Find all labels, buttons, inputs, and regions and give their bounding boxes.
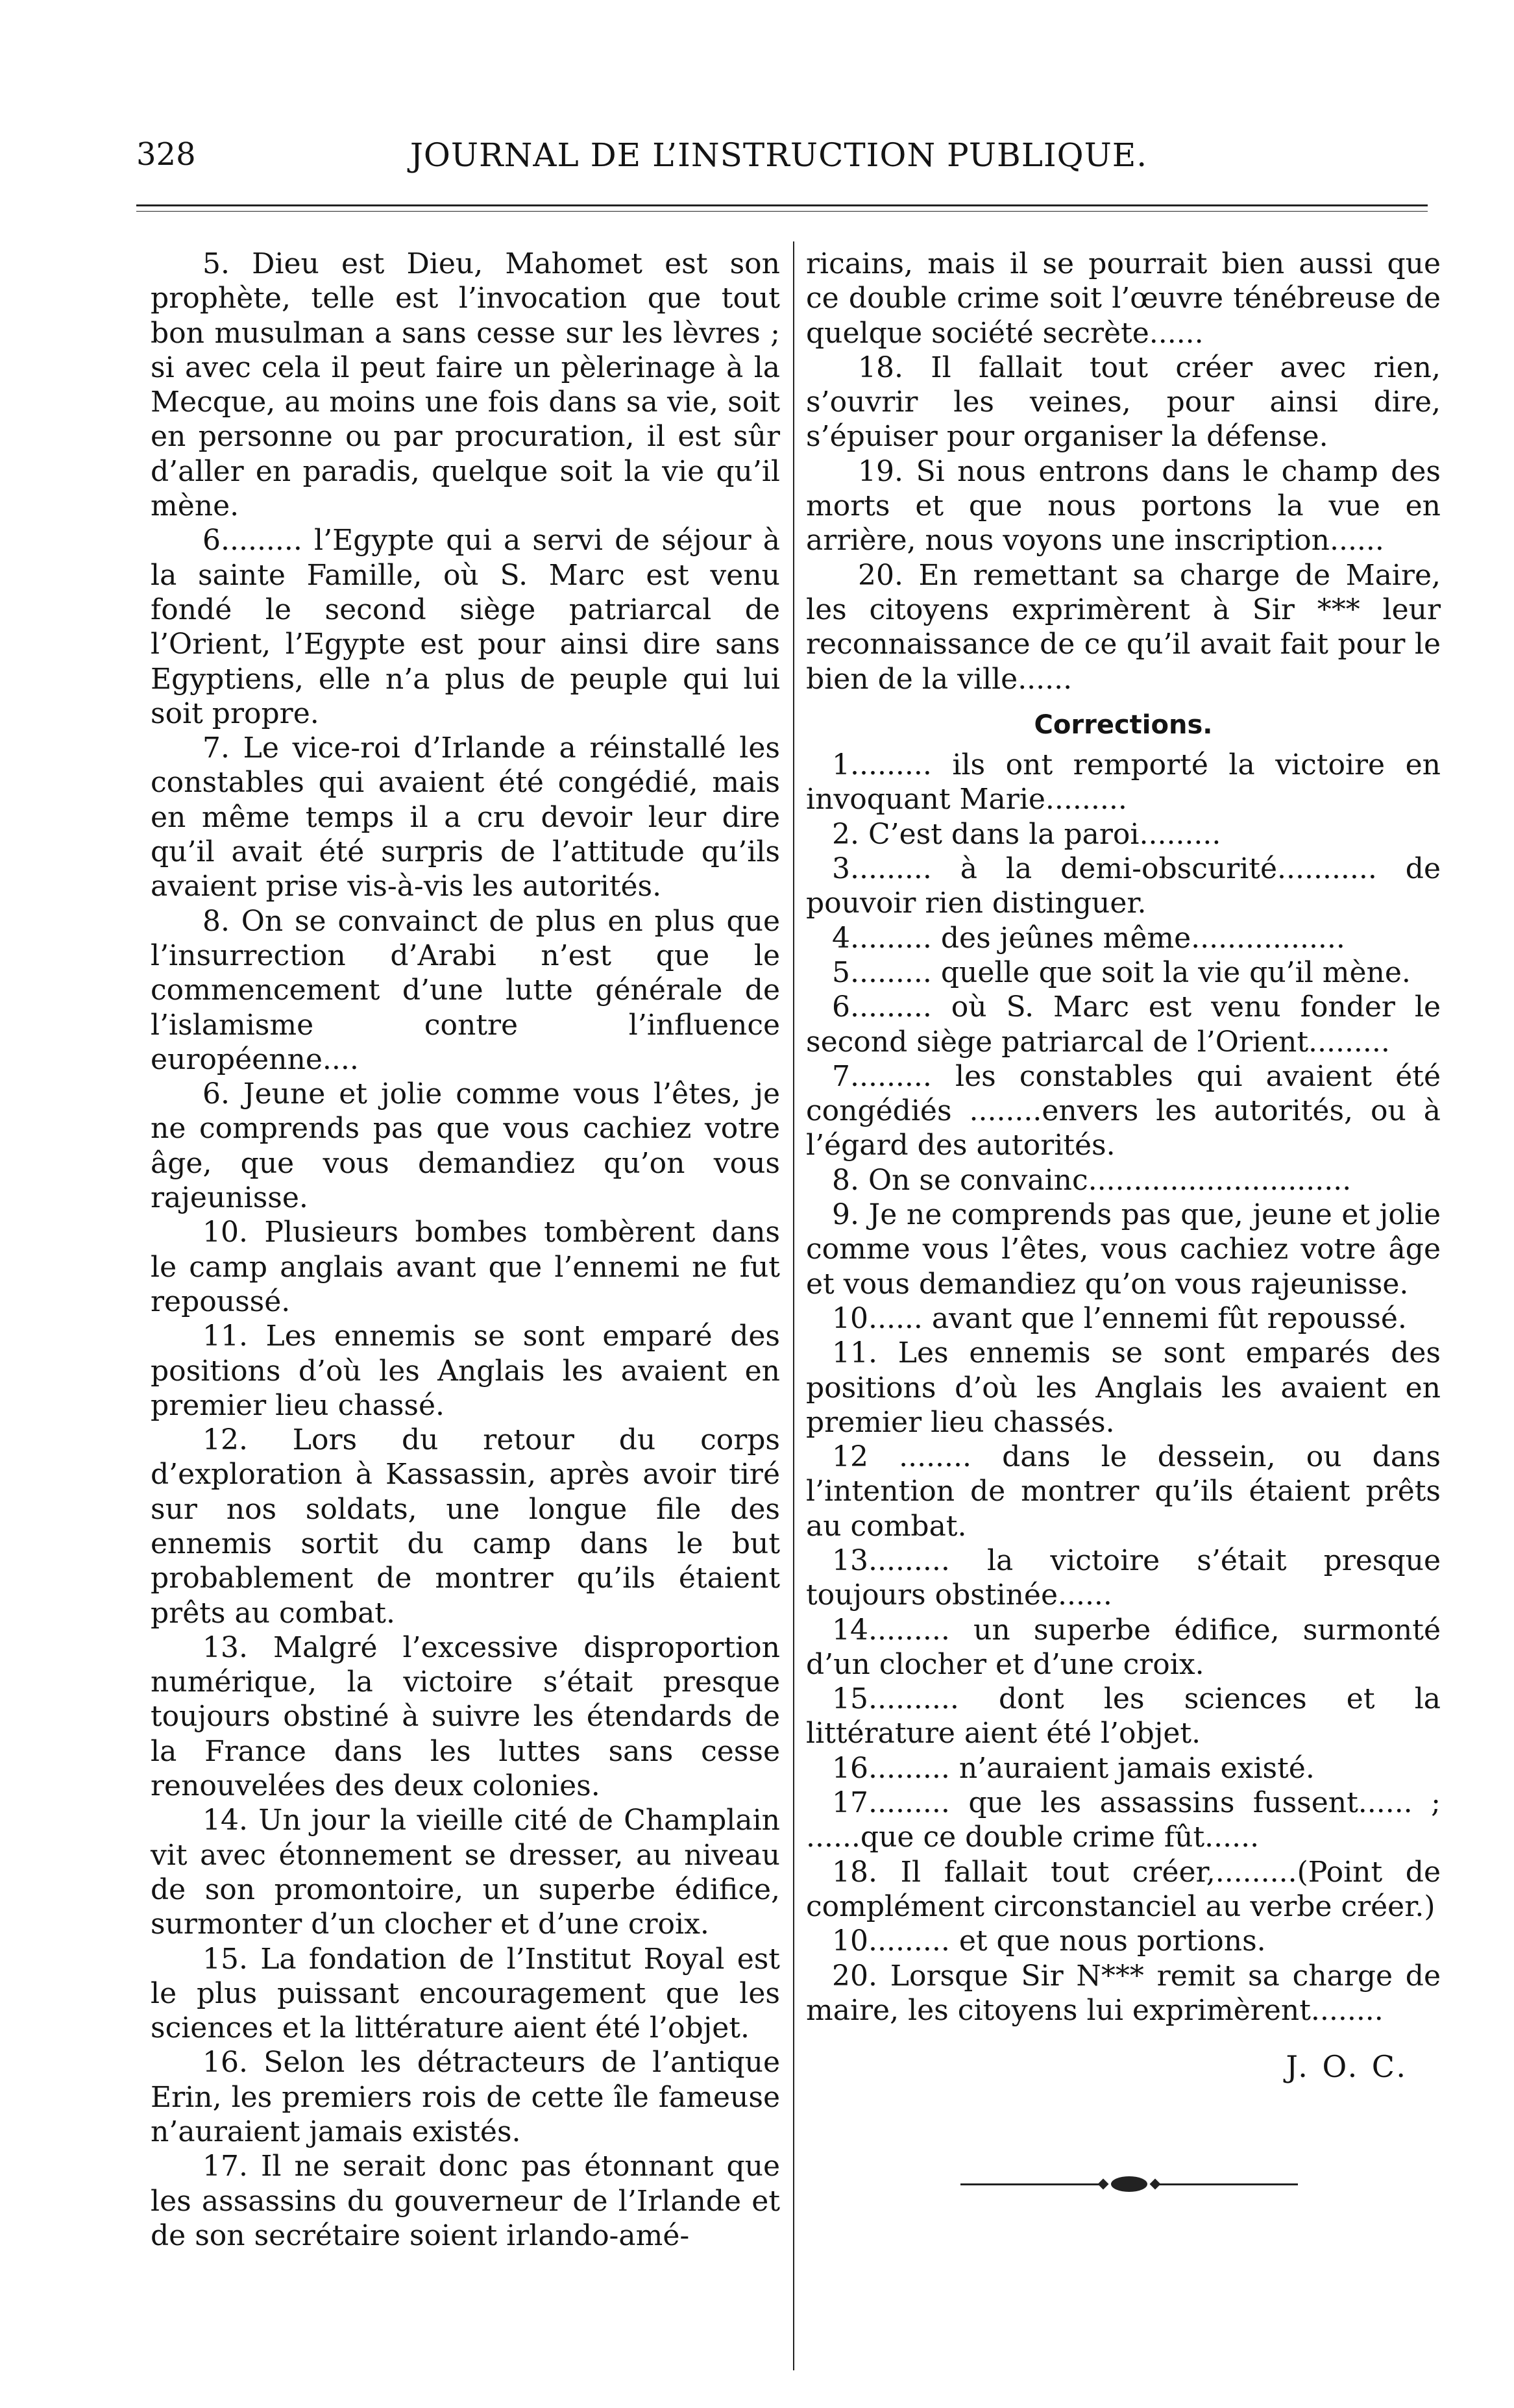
page-number: 328 <box>136 136 196 173</box>
correction-17: 17......... que les assassins fussent...... ; ......que ce double crime fût...... <box>806 1786 1441 1854</box>
exercise-13: 13. Malgré l’excessive disproportion numérique, la victoire s’était presque toujours obstiné à suivre les étendards de la France dans les luttes sans cesse renouvelées des deux colonies. <box>151 1630 780 1803</box>
corrections-heading: Corrections. <box>1034 709 1213 740</box>
correction-10: 10...... avant que l’ennemi fût repoussé. <box>832 1301 1407 1335</box>
exercise-5: 5. Dieu est Dieu, Mahomet est son prophète, telle est l’invocation que tout bon musulman a sans cesse sur les lèvres ; si avec cela il peut faire un pèlerinage à la Mecque, au moins une fois dans sa vie, soit en personne ou par procuration, il est sûr d’aller en paradis, quelque soit la vie qu’il mène. <box>151 247 780 523</box>
ornament-center <box>1111 2176 1147 2192</box>
exercise-14: 14. Un jour la vieille cité de Champlain vit avec étonnement se dresser, au niveau de son promontoire, un superbe édifice, surmonter d’un clocher et d’une croix. <box>151 1804 780 1941</box>
correction-4: 4......... des jeûnes même................. <box>832 921 1345 955</box>
correction-16: 16......... n’auraient jamais existé. <box>832 1751 1315 1785</box>
exercise-18: 18. Il fallait tout créer avec rien, s’ouvrir les veines, pour ainsi dire, s’épuiser pour organiser la défense. <box>806 350 1441 454</box>
correction-11: 11. Les ennemis se sont emparés des positions d’où les Anglais les avaient en premier lieu chassés. <box>806 1336 1441 1439</box>
exercise-9: 6. Jeune et jolie comme vous l’êtes, je ne comprends pas que vous cachiez votre âge, que vous demandiez qu’on vous rajeunisse. <box>151 1077 780 1215</box>
exercise-8: 8. On se convainct de plus en plus que l’insurrection d’Arabi n’est que le commencement d’une lutte générale de l’islamisme contre l’influence européenne.... <box>151 904 780 1076</box>
exercise-10: 10. Plusieurs bombes tombèrent dans le camp anglais avant que l’ennemi ne fut repoussé. <box>151 1216 780 1318</box>
end-ornament <box>960 2174 1298 2194</box>
correction-20: 20. Lorsque Sir N*** remit sa charge de maire, les citoyens lui exprimèrent........ <box>806 1959 1441 2027</box>
correction-12: 12 ........ dans le dessein, ou dans l’intention de montrer qu’ils étaient prêts au combat. <box>806 1440 1441 1543</box>
exercise-12: 12. Lors du retour du corps d’exploration à Kassassin, après avoir tiré sur nos soldats, une longue file des ennemis sortit du camp dans le but probablement de montrer qu’ils étaient prêts au combat. <box>151 1423 780 1630</box>
correction-14: 14......... un superbe édifice, surmonté d’un clocher et d’une croix. <box>806 1613 1441 1681</box>
correction-18: 18. Il fallait tout créer,.........(Point de complément circonstanciel au verbe créer.) <box>806 1855 1441 1923</box>
correction-6: 6......... où S. Marc est venu fonder le second siège patriarcal de l’Orient......... <box>806 990 1441 1059</box>
exercise-16: 16. Selon les détracteurs de l’antique Erin, les premiers rois de cette île fameuse n’auraient jamais existés. <box>151 2046 780 2149</box>
correction-15: 15.......... dont les sciences et la littérature aient été l’objet. <box>806 1682 1441 1751</box>
header-rule <box>136 204 1428 212</box>
exercise-19: 19. Si nous entrons dans le champ des morts et que nous portons la vue en arrière, nous voyons une inscription...... <box>806 454 1441 558</box>
exercise-7: 7. Le vice-roi d’Irlande a réinstallé les constables qui avaient été congédié, mais en même temps il a cru devoir leur dire qu’il avait été surpris de l’attitude qu’ils avaient prise vis-à-vis les autorités. <box>151 731 780 903</box>
correction-2: 2. C’est dans la paroi......... <box>832 817 1221 851</box>
ornament-line-left <box>960 2183 1103 2185</box>
exercise-11: 11. Les ennemis se sont emparé des positions d’où les Anglais les avaient en premier lieu chassé. <box>151 1320 780 1422</box>
correction-19: 10......... et que nous portions. <box>832 1924 1266 1958</box>
correction-9: 9. Je ne comprends pas que, jeune et jolie comme vous l’êtes, vous cachiez votre âge et vous demandiez qu’on vous rajeunisse. <box>806 1198 1441 1301</box>
right-column <box>806 247 1441 2084</box>
journal-title: JOURNAL DE L’INSTRUCTION PUBLIQUE. <box>409 136 1148 174</box>
exercise-15: 15. La fondation de l’Institut Royal est le plus puissant encouragement que les sciences et la littérature aient été l’objet. <box>151 1942 780 2045</box>
correction-5: 5......... quelle que soit la vie qu’il mène. <box>832 955 1411 989</box>
exercise-20: 20. En remettant sa charge de Maire, les citoyens exprimèrent à Sir *** leur reconnaissance de ce qu’il avait fait pour le bien de la ville...... <box>806 558 1441 696</box>
ornament-diamond-left <box>1098 2179 1109 2190</box>
page-header <box>136 130 1421 182</box>
exercise-6: 6......... l’Egypte qui a servi de séjour à la sainte Famille, où S. Marc est venu fondé le second siège patriarcal de l’Orient, l’Egypte est pour ainsi dire sans Egyptiens, elle n’a plus de peuple qui lui soit propre. <box>151 524 780 730</box>
correction-1: 1......... ils ont remporté la victoire en invoquant Marie......... <box>806 748 1441 817</box>
column-divider <box>793 241 794 2370</box>
correction-8: 8. On se convainc............................. <box>832 1163 1352 1197</box>
correction-13: 13......... la victoire s’était presque toujours obstinée...... <box>806 1543 1441 1612</box>
ornament-line-right <box>1155 2183 1298 2185</box>
correction-3: 3......... à la demi-obscurité........... de pouvoir rien distinguer. <box>806 852 1441 920</box>
correction-7: 7......... les constables qui avaient été congédiés ........envers les autorités, ou à l’égard des autorités. <box>806 1059 1441 1162</box>
left-column <box>151 247 780 2253</box>
author-signature: J. O. C. <box>1286 2049 1408 2085</box>
exercise-17-continued: ricains, mais il se pourrait bien aussi que ce double crime soit l’œuvre ténébreuse de quelque société secrète...... <box>806 247 1441 350</box>
exercise-17: 17. Il ne serait donc pas étonnant que les assassins du gouverneur de l’Irlande et de son secrétaire soient irlando-amé- <box>151 2150 780 2252</box>
